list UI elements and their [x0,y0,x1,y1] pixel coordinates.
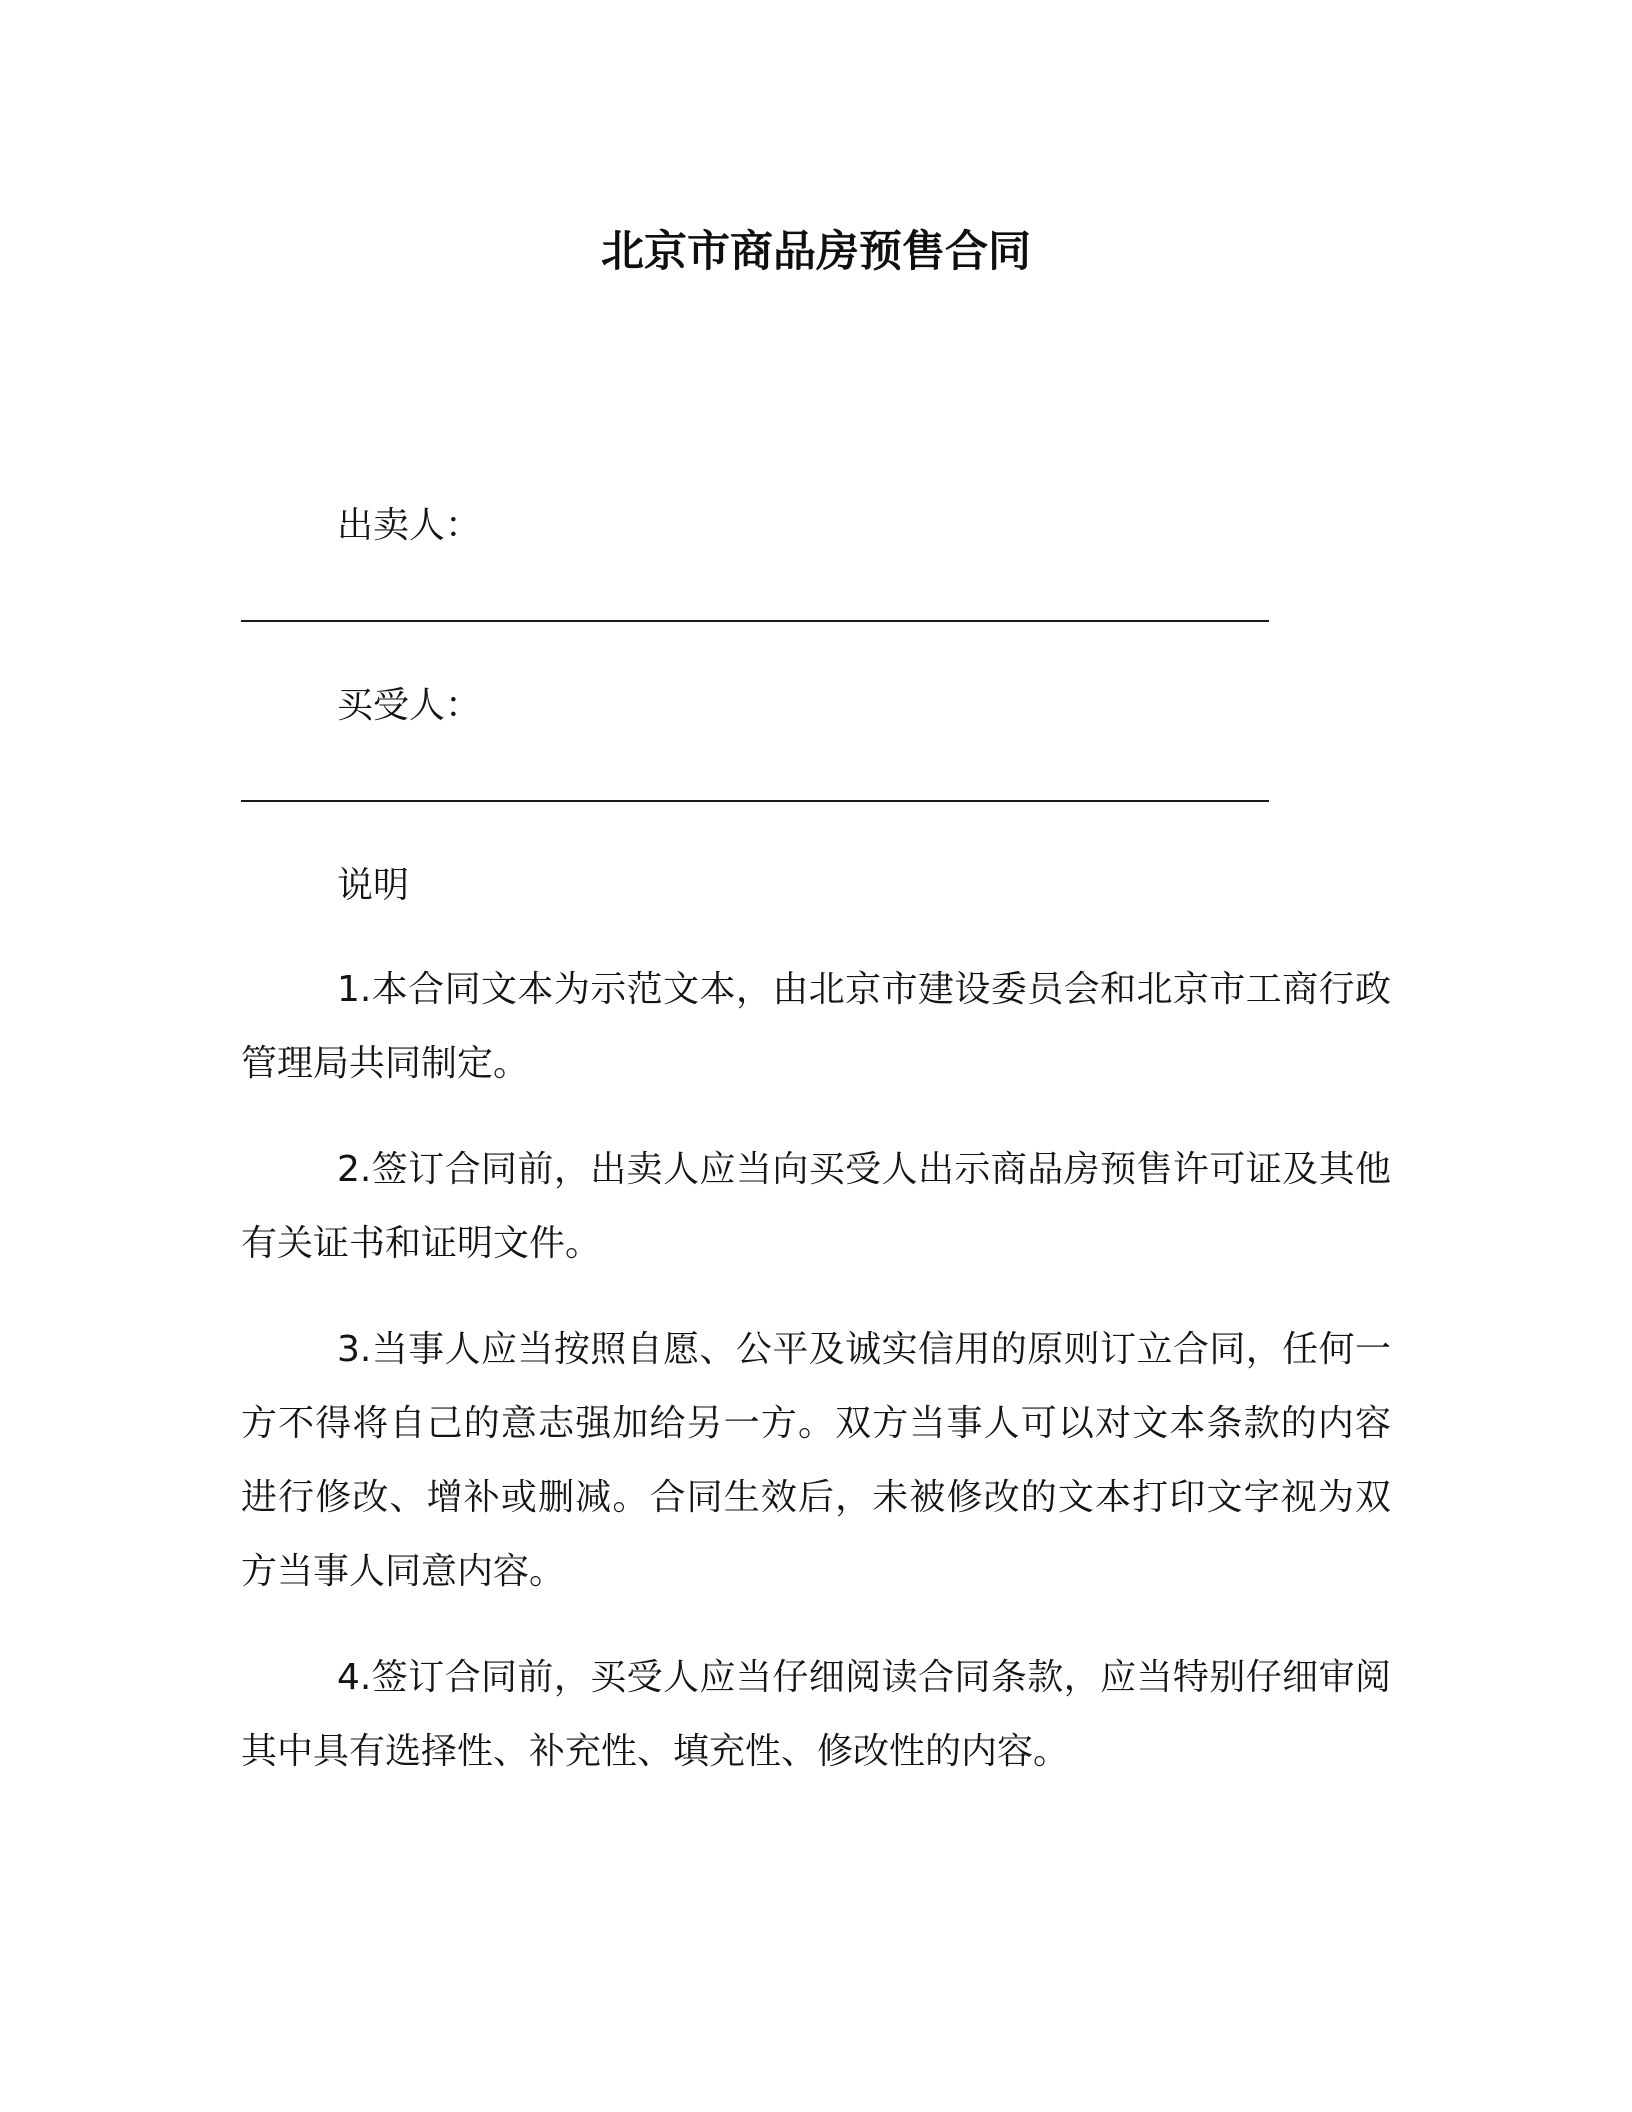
buyer-fill-line [241,800,1269,802]
notes-heading: 说明 [337,865,410,906]
seller-fill-line [241,620,1269,622]
note-paragraph-4: 4.签订合同前，买受人应当仔细阅读合同条款，应当特别仔细审阅其中具有选择性、补充性、填充性、修改性的内容。 [241,1657,1391,1772]
note-paragraph-1: 1.本合同文本为示范文本，由北京市建设委员会和北京市工商行政管理局共同制定。 [241,969,1391,1084]
buyer-label: 买受人： [337,685,482,726]
document-title: 北京市商品房预售合同 [601,227,1031,277]
seller-label: 出卖人： [337,505,482,546]
note-paragraph-3: 3.当事人应当按照自愿、公平及诚实信用的原则订立合同，任何一方不得将自己的意志强加给另一方。双方当事人可以对文本条款的内容进行修改、增补或删减。合同生效后，未被修改的文本打印文字视为双方当事人同意内容。 [241,1329,1391,1592]
note-paragraph-2: 2.签订合同前，出卖人应当向买受人出示商品房预售许可证及其他有关证书和证明文件。 [241,1149,1391,1264]
